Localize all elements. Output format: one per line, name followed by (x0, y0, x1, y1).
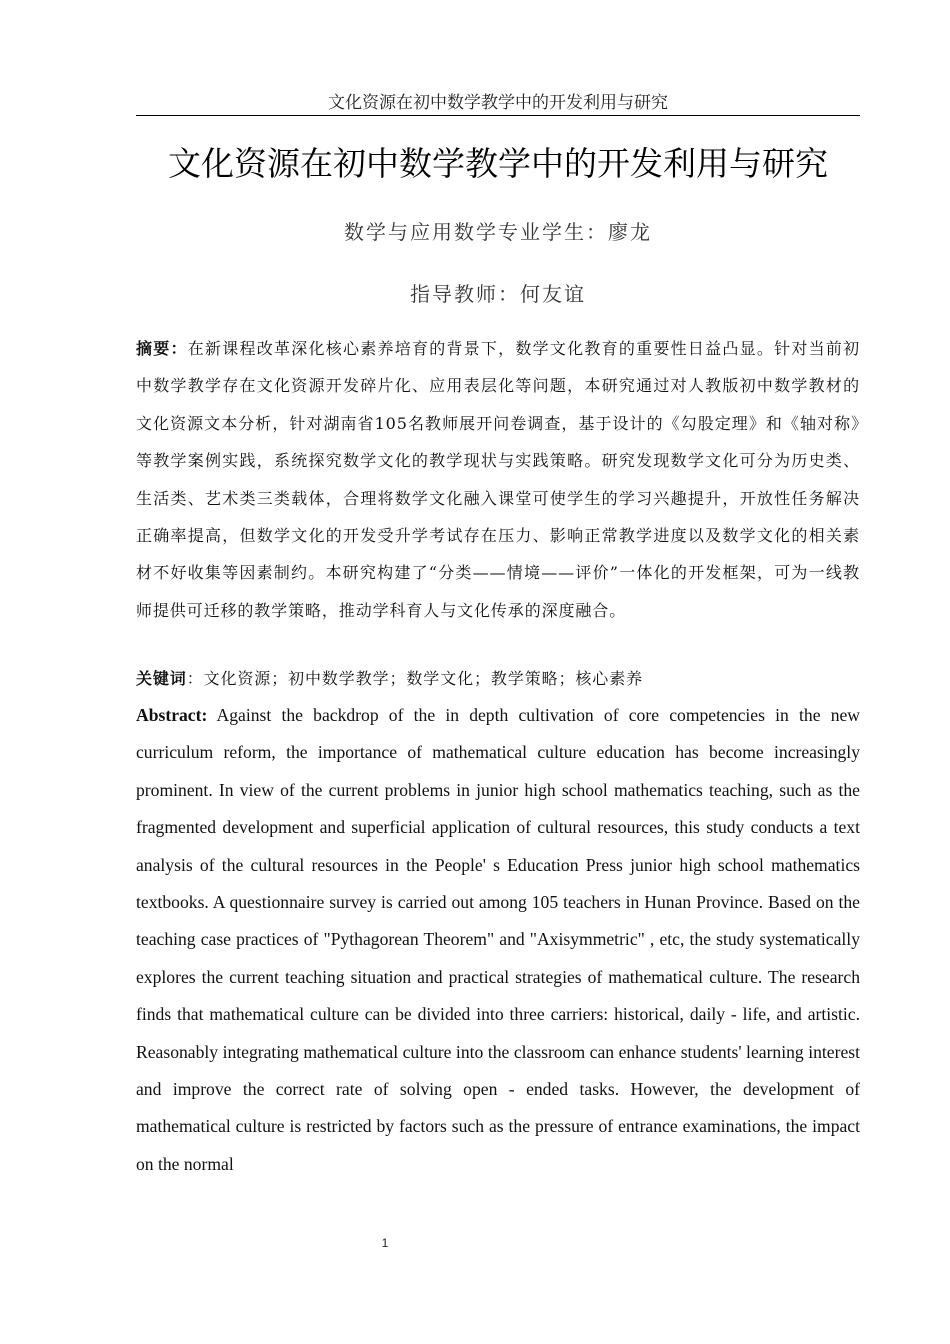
running-header: 文化资源在初中数学教学中的开发利用与研究 (328, 93, 668, 113)
advisor-line: 指导教师：何友谊 (410, 282, 586, 306)
keywords (136, 662, 860, 696)
page-number: 1 (381, 1236, 389, 1250)
keywords-label: 关键词 (136, 669, 187, 688)
english-abstract-text: Against the backdrop of the in depth cultivation of core competencies in the new curriculum reform, the importance of mathematical culture education has become increasingly prominent. In view of the current problems in junior high school mathematics teaching, such as the fragmented development and superficial application of cultural resources, this study conducts a text analysis of the cultural resources in the People' s Education Press junior high school mathematics textbooks. A questionnaire survey is carried out among 105 teachers in Hunan Province. Based on the teaching case practices of "Pythagorean Theorem" and "Axisymmetric" , etc, the study systematically explores the current teaching situation and practical strategies of mathematical culture. The research finds that mathematical culture can be divided into three carriers: historical, daily - life, and artistic. Reasonably integrating mathematical culture into the classroom can enhance students' learning interest and improve the correct rate of solving open - ended tasks. However, the development of mathematical culture is restricted by factors such as the pressure of entrance examinations, the impact on the normal (136, 705, 860, 1174)
english-abstract (136, 697, 860, 1183)
header-rule (136, 115, 860, 116)
author-line: 数学与应用数学专业学生：廖龙 (344, 220, 652, 244)
keywords-text: ：文化资源；初中数学教学；数学文化；教学策略；核心素养 (186, 669, 644, 688)
chinese-abstract-text: 在新课程改革深化核心素养培育的背景下，数学文化教育的重要性日益凸显。针对当前初中数学教学存在文化资源开发碎片化、应用表层化等问题，本研究通过对人教版初中数学教材的文化资源文本分析，针对湖南省105名教师展开问卷调查，基于设计的《勾股定理》和《轴对称》等教学案例实践，系统探究数学文化的教学现状与实践策略。研究发现数学文化可分为历史类、生活类、艺术类三类载体，合理将数学文化融入课堂可使学生的学习兴趣提升，开放性任务解决正确率提高，但数学文化的开发受升学考试存在压力、影响正常教学进度以及数学文化的相关素材不好收集等因素制约。本研究构建了“分类——情境——评价”一体化的开发框架，可为一线教师提供可迁移的教学策略，推动学科育人与文化传承的深度融合。 (136, 339, 861, 620)
english-abstract-label: Abstract: (136, 705, 208, 725)
paper-title: 文化资源在初中数学教学中的开发利用与研究 (168, 144, 828, 183)
chinese-abstract-label: 摘要： (136, 339, 188, 358)
chinese-abstract (136, 330, 860, 629)
